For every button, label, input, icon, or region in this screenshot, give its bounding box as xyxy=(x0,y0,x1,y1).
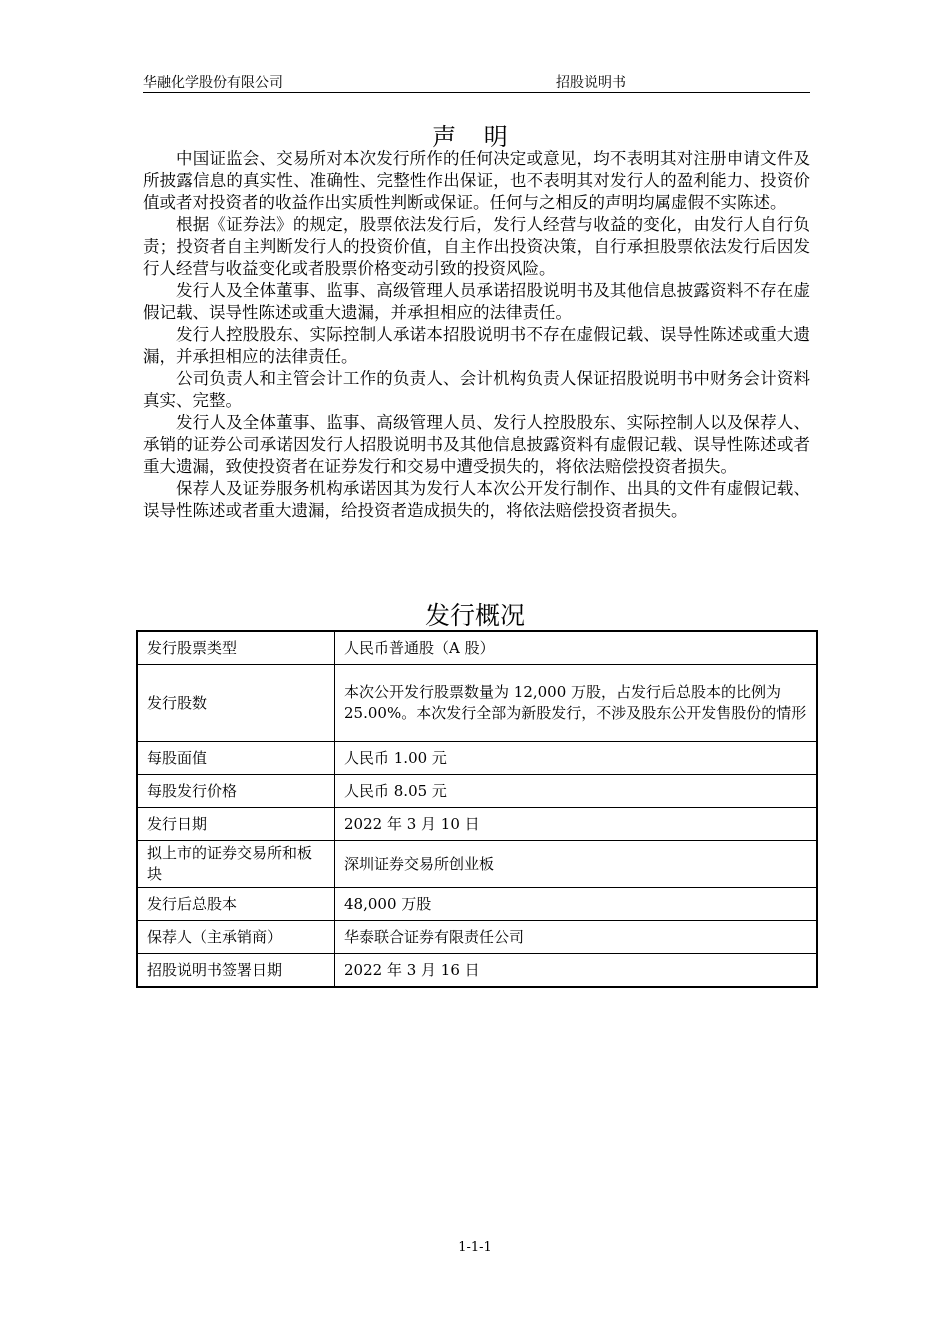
row-value: 本次公开发行股票数量为 12,000 万股，占发行后总股本的比例为 25.00%。本次发行全部为新股发行，不涉及股东公开发售股份的情形 xyxy=(335,665,818,742)
row-value: 48,000 万股 xyxy=(335,888,818,921)
declaration-paragraph: 中国证监会、交易所对本次发行所作的任何决定或意见，均不表明其对注册申请文件及所披露信息的真实性、准确性、完整性作出保证，也不表明其对发行人的盈利能力、投资价值或者对投资者的收益作出实质性判断或保证。任何与之相反的声明均属虚假不实陈述。 xyxy=(143,149,810,212)
row-value: 人民币普通股（A 股） xyxy=(335,631,818,665)
table-row xyxy=(137,665,817,742)
table-row xyxy=(137,954,817,988)
table-row xyxy=(137,808,817,841)
page-number: 1-1-1 xyxy=(458,1240,492,1255)
declaration-paragraph: 发行人控股股东、实际控制人承诺本招股说明书不存在虚假记载、误导性陈述或重大遗漏，并承担相应的法律责任。 xyxy=(143,325,810,366)
header-company-name: 华融化学股份有限公司 xyxy=(143,75,283,91)
row-label: 每股发行价格 xyxy=(137,775,335,808)
row-value: 人民币 1.00 元 xyxy=(335,742,818,775)
row-label: 保荐人（主承销商） xyxy=(137,921,335,954)
declaration-paragraph: 保荐人及证券服务机构承诺因其为发行人本次公开发行制作、出具的文件有虚假记载、误导性陈述或者重大遗漏，给投资者造成损失的，将依法赔偿投资者损失。 xyxy=(143,479,810,520)
row-value: 2022 年 3 月 16 日 xyxy=(335,954,818,988)
row-value: 人民币 8.05 元 xyxy=(335,775,818,808)
overview-title: 发行概况 xyxy=(424,601,525,630)
table-row xyxy=(137,921,817,954)
row-value: 2022 年 3 月 10 日 xyxy=(335,808,818,841)
row-label: 每股面值 xyxy=(137,742,335,775)
declaration-title: 声 明 xyxy=(432,123,518,151)
table-row xyxy=(137,742,817,775)
table-row xyxy=(137,631,817,665)
table-row xyxy=(137,775,817,808)
row-label: 发行股数 xyxy=(137,665,335,742)
declaration-paragraph: 根据《证券法》的规定，股票依法发行后，发行人经营与收益的变化，由发行人自行负责；投资者自主判断发行人的投资价值，自主作出投资决策，自行承担股票依法发行后因发行人经营与收益变化或者股票价格变动引致的投资风险。 xyxy=(143,215,810,278)
table-row xyxy=(137,841,817,888)
declaration-paragraph: 公司负责人和主管会计工作的负责人、会计机构负责人保证招股说明书中财务会计资料真实、完整。 xyxy=(143,369,810,410)
declaration-paragraph: 发行人及全体董事、监事、高级管理人员承诺招股说明书及其他信息披露资料不存在虚假记载、误导性陈述或重大遗漏，并承担相应的法律责任。 xyxy=(143,281,810,322)
offering-overview-table xyxy=(136,630,818,988)
declaration-body xyxy=(143,148,810,522)
table-row xyxy=(137,888,817,921)
page-header xyxy=(143,70,810,93)
row-label: 发行日期 xyxy=(137,808,335,841)
row-label: 拟上市的证券交易所和板块 xyxy=(137,841,335,888)
row-label: 发行后总股本 xyxy=(137,888,335,921)
row-value: 华泰联合证券有限责任公司 xyxy=(335,921,818,954)
header-document-type: 招股说明书 xyxy=(556,75,626,91)
row-label: 招股说明书签署日期 xyxy=(137,954,335,988)
declaration-paragraph: 发行人及全体董事、监事、高级管理人员、发行人控股股东、实际控制人以及保荐人、承销的证券公司承诺因发行人招股说明书及其他信息披露资料有虚假记载、误导性陈述或者重大遗漏，致使投资者在证券发行和交易中遭受损失的，将依法赔偿投资者损失。 xyxy=(143,413,810,476)
row-label: 发行股票类型 xyxy=(137,631,335,665)
row-value: 深圳证券交易所创业板 xyxy=(335,841,818,888)
